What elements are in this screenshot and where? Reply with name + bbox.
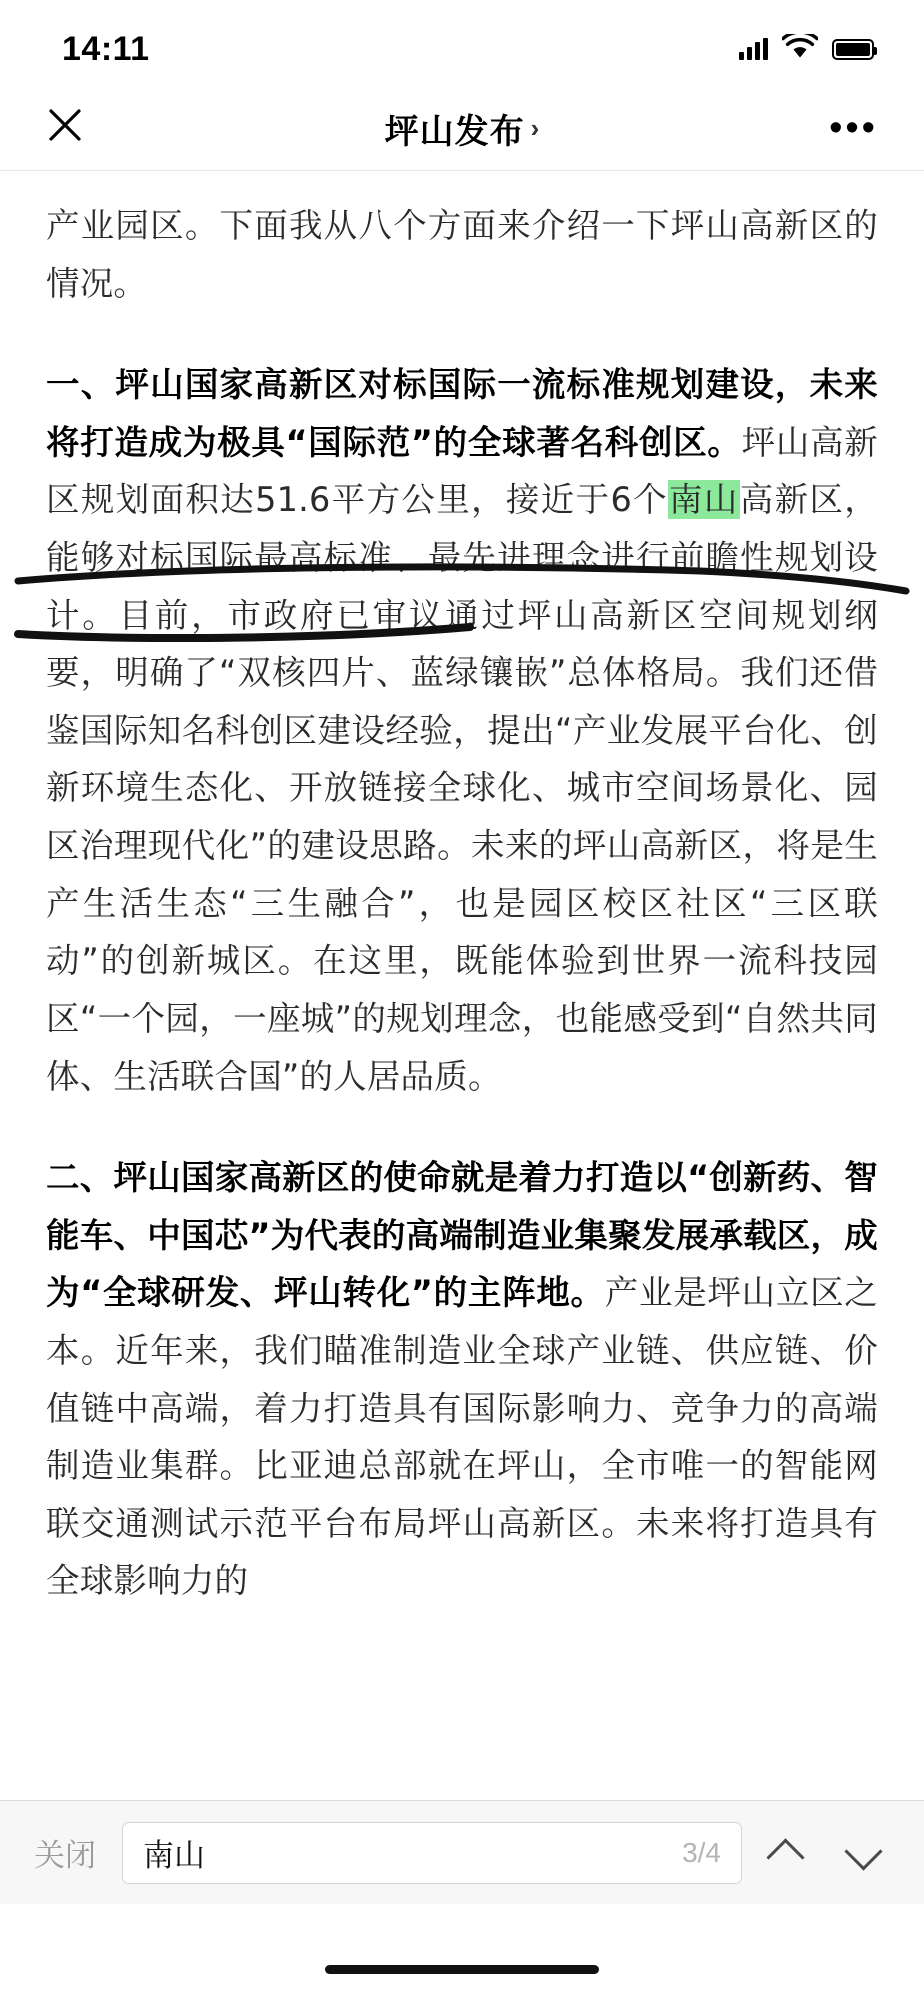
find-close-button[interactable]: 关闭 [34,1838,96,1873]
status-bar-icons [739,22,874,65]
find-in-page-bar [0,1800,924,1904]
navigation-bar [0,86,924,170]
page-title-group [0,104,924,153]
section-two-text: 产业是坪山立区之本。近年来，我们瞄准制造业全球产业链、供应链、价值链中高端，着力打造具有国际影响力、竞争力的高端制造业集群。比亚迪总部就在坪山，全市唯一的智能网联交通测试示范平台布局坪山高新区。未来将打造具有全球影响力的 [46,1273,878,1601]
paragraph-section-two [46,1149,878,1610]
chevron-down-icon[interactable] [846,1836,880,1870]
chevron-up-icon[interactable] [768,1836,802,1870]
wifi-icon [782,34,818,65]
paragraph-intro: 产业园区。下面我从八个方面来介绍一下坪山高新区的情况。 [46,206,878,303]
paragraph-section-one [46,356,878,1105]
chevron-right-icon: › [530,112,540,143]
find-input[interactable] [122,1822,742,1884]
article-body [0,171,924,1610]
find-input-value[interactable]: 南山 [143,1838,205,1873]
find-navigation [768,1836,890,1870]
page-title: 坪山发布 [384,112,525,151]
search-match-highlight: 南山 [669,480,739,520]
section-one-text-before: 坪山高新区规划面积达51.6平方公里，接近于6个 [46,422,878,520]
section-one-heading: 一、坪山国家高新区对标国际一流标准规划建设，未来将打造成为极具“国际范”的全球著名科创区。 [46,365,878,462]
status-bar-time: 14:11 [62,29,150,68]
battery-full-icon [832,39,874,60]
home-indicator[interactable] [325,1965,599,1974]
section-two-heading: 二、坪山国家高新区的使命就是着力打造以“创新药、智能车、中国芯”为代表的高端制造业集聚发展承载区，成为“全球研发、坪山转化”的主阵地。 [46,1158,878,1313]
section-one-text-after: 高新区，能够对标国际最高标准、最先进理念进行前瞻性规划设计。目前，市政府已审议通过坪山高新区空间规划纲要，明确了“双核四片、蓝绿镶嵌”总体格局。我们还借鉴国际知名科创区建设经验，提出“产业发展平台化、创新环境生态化、开放链接全球化、城市空间场景化、园区治理现代化”的建设思路。未来的坪山高新区，将是生产生活生态“三生融合”，也是园区校区社区“三区联动”的创新城区。在这里，既能体验到世界一流科技园区“一个园，一座城”的规划理念，也能感受到“自然共同体、生活联合国”的人居品质。 [46,480,878,1096]
close-icon[interactable] [46,106,96,151]
more-options-icon[interactable]: ••• [829,106,878,149]
find-match-count: 3/4 [682,1836,721,1868]
cellular-signal-icon [739,38,768,60]
status-bar [0,0,924,86]
